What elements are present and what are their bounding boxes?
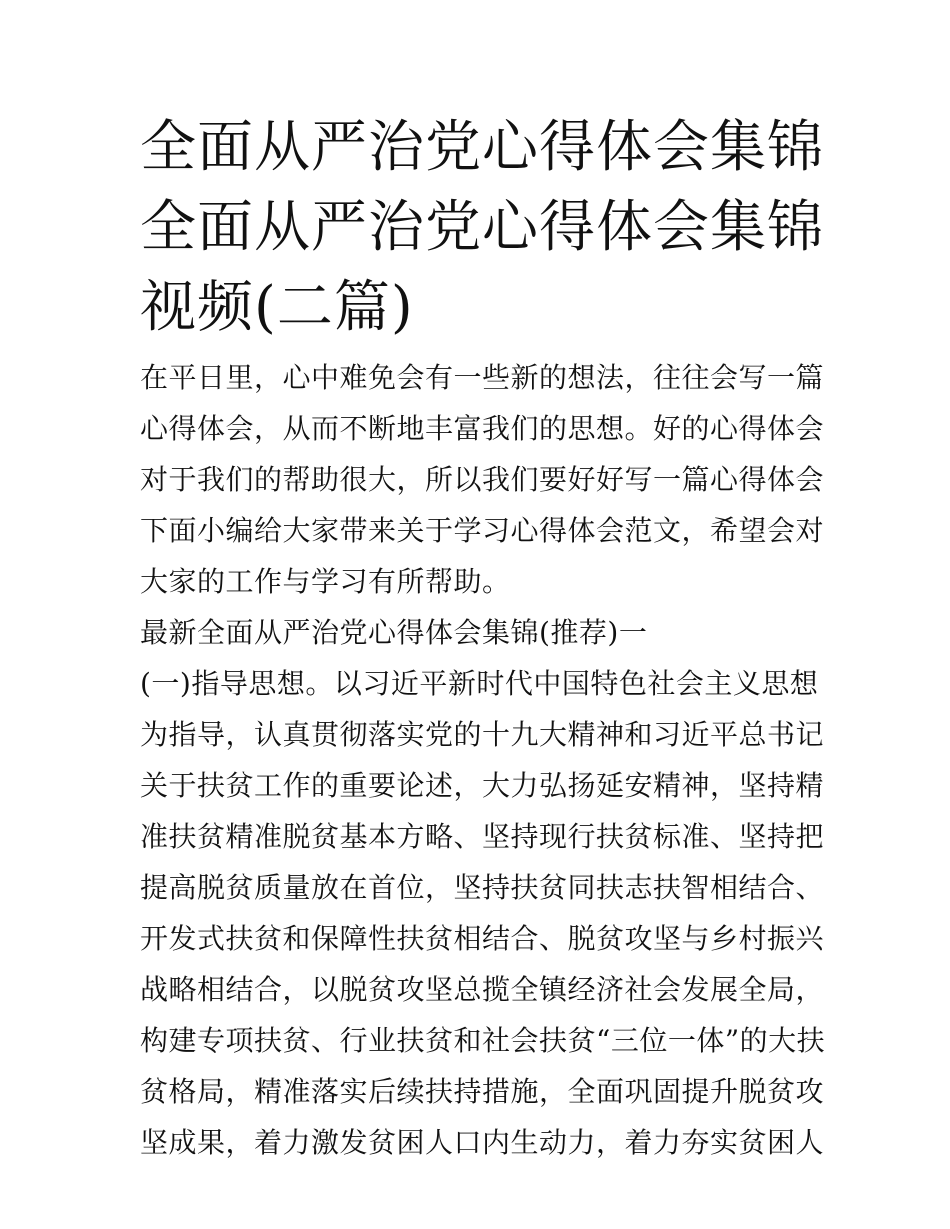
body-paragraph: (一)指导思想。以习近平新时代中国特色社会主义思想为指导，认真贯彻落实党的十九大精神和习近平总书记关于扶贫工作的重要论述，大力弘扬延安精神，坚持精准扶贫精准脱贫基本方略、坚持现行扶贫标准、坚持把提高脱贫质量放在首位，坚持扶贫同扶志扶智相结合、开发式扶贫和保障性扶贫相结合、脱贫攻坚与乡村振兴战略相结合，以脱贫攻坚总揽全镇经济社会发展全局，构建专项扶贫、行业扶贫和社会扶贫“三位一体”的大扶贫格局，精准落实后续扶持措施，全面巩固提升脱贫攻坚成果，着力激发贫困人口内生动力，着力夯实贫困人 (140, 667, 826, 1159)
document-title: 全面从严治党心得体会集锦 全面从严治党心得体会集锦视频(二篇) (140, 115, 824, 340)
intro-paragraph: 在平日里，心中难免会有一些新的想法，往往会写一篇心得体会，从而不断地丰富我们的思想。好的心得体会对于我们的帮助很大，所以我们要好好写一篇心得体会下面小编给大家带来关于学习心得体会范文，希望会对大家的工作与学习有所帮助。 (140, 361, 825, 598)
section-heading: 最新全面从严治党心得体会集锦(推荐)一 (140, 616, 648, 649)
